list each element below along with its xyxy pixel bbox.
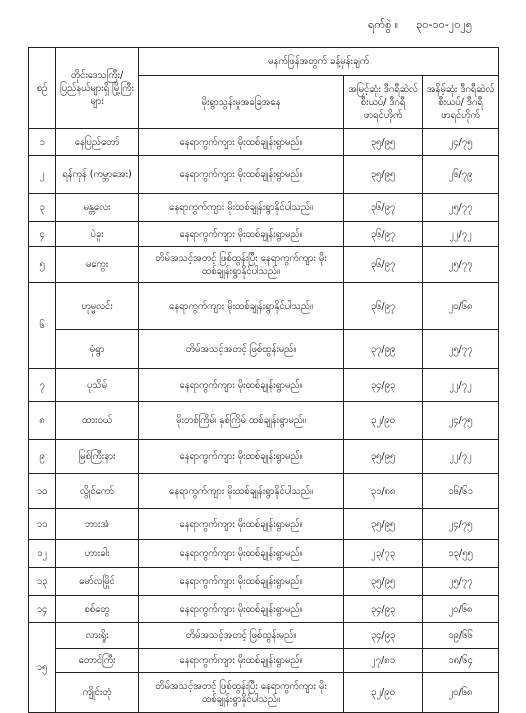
row-max-temp: ၃၂/၉၀ xyxy=(344,402,423,440)
row-city: စစ်တွေ xyxy=(56,596,139,623)
row-min-temp: ၂၆/၇၉ xyxy=(423,156,499,194)
table-row xyxy=(29,596,499,623)
row-max-temp: ၃၅/၉၅ xyxy=(344,156,423,194)
row-weather: နေရာကွက်ကျား မိုးထစ်ချုန်းရွာမည်။ xyxy=(139,509,344,540)
table-row xyxy=(29,649,499,673)
row-min-temp: ၂၄/၇၅ xyxy=(423,129,499,156)
header-weather: မိုးရွာသွန်းမှုအခြေအနေ xyxy=(139,76,344,129)
row-weather: တိမ်အသင့်အတင့် ဖြစ်ထွန်းမည်။ xyxy=(139,330,344,369)
row-city: မုံရွာ xyxy=(56,330,139,369)
row-city: မကွေး xyxy=(56,247,139,283)
row-city: မော်လမြိုင် xyxy=(56,568,139,596)
date-value: ၃၀-၁၀-၂၀၂၅ xyxy=(416,18,472,31)
row-min-temp: ၂၀/၆၈ xyxy=(423,596,499,623)
row-max-temp: ၃၆/၉၇ xyxy=(344,194,423,222)
header-max-temp: အမြင့်ဆုံး ဒီဂရီဆဲလ်စီးယပ်/ ဒီဂရီဖာရင်ဟိုက် xyxy=(344,76,423,129)
row-city: တောင်ကြီး xyxy=(56,649,139,673)
row-weather: နေရာကွက်ကျား မိုးထစ်ချုန်းရွာနိုင်ပါသည်။ xyxy=(139,474,344,509)
row-weather: တိမ်အသင့်အတင့် ဖြစ်ထွန်းမည်။ xyxy=(139,623,344,649)
table-row xyxy=(29,673,499,713)
table-row xyxy=(29,247,499,283)
row-max-temp: ၃၆/၉၇ xyxy=(344,222,423,247)
row-weather: နေရာကွက်ကျား မိုးထစ်ချုန်းရွာမည်။ xyxy=(139,568,344,596)
row-city: လားရှိုး xyxy=(56,623,139,649)
row-min-temp: ၂၅/၇၇ xyxy=(423,568,499,596)
row-no: ၁၃ xyxy=(29,568,56,596)
row-min-temp: ၂၄/၇၅ xyxy=(423,509,499,540)
table-row xyxy=(29,156,499,194)
row-max-temp: ၂၃/၇၃ xyxy=(344,540,423,568)
row-no: ၃ xyxy=(29,194,56,222)
row-no: ၁ xyxy=(29,129,56,156)
row-city: ဟုမ္မလင်း xyxy=(56,283,139,330)
row-weather: နေရာကွက်ကျား မိုးထစ်ချုန်းရွာမည်။ xyxy=(139,369,344,402)
row-max-temp: ၃၅/၉၅ xyxy=(344,509,423,540)
row-min-temp: ၁၉/၆၆ xyxy=(423,623,499,649)
row-weather: နေရာကွက်ကျား မိုးထစ်ချုန်းရွာမည်။ xyxy=(139,222,344,247)
row-weather: နေရာကွက်ကျား မိုးထစ်ချုန်းရွာမည်။ xyxy=(139,156,344,194)
row-max-temp: ၃၅/၉၅ xyxy=(344,440,423,474)
row-max-temp: ၂၇/၈၁ xyxy=(344,649,423,673)
row-min-temp: ၂၅/၇၇ xyxy=(423,194,499,222)
table-row xyxy=(29,283,499,330)
row-min-temp: ၂၅/၇၇ xyxy=(423,330,499,369)
table-row xyxy=(29,402,499,440)
row-max-temp: ၃၅/၉၅ xyxy=(344,568,423,596)
row-max-temp: ၃၄/၉၃ xyxy=(344,369,423,402)
row-no: ၆ xyxy=(29,283,56,369)
row-no: ၅ xyxy=(29,247,56,283)
row-weather: တိမ်အသင့်အတင့် ဖြစ်ထွန်းပြီး နေရာကွက်ကျား မိုးထစ်ချုန်းရွာနိုင်ပါသည်။ xyxy=(139,673,344,713)
row-min-temp: ၂၂/၇၂ xyxy=(423,440,499,474)
row-weather: နေရာကွက်ကျား မိုးထစ်ချုန်းရွာမည်။ xyxy=(139,649,344,673)
row-no: ၉ xyxy=(29,440,56,474)
row-max-temp: ၃၁/၈၈ xyxy=(344,474,423,509)
row-weather: နေရာကွက်ကျား မိုးထစ်ချုန်းရွာမည်။ xyxy=(139,596,344,623)
row-no: ၇ xyxy=(29,369,56,402)
row-city: ဘားအံ xyxy=(56,509,139,540)
row-no: ၈ xyxy=(29,402,56,440)
row-min-temp: ၁၃/၅၅ xyxy=(423,540,499,568)
header-region: တိုင်းဒေသကြီး/ ပြည်နယ်များရှိ မြို့ကြီးများ xyxy=(56,48,139,129)
row-min-temp: ၂၀/၆၈ xyxy=(423,283,499,330)
row-city: နေပြည်တော် xyxy=(56,129,139,156)
table-row xyxy=(29,330,499,369)
row-min-temp: ၂၂/၇၂ xyxy=(423,222,499,247)
row-city: ပုသိမ် xyxy=(56,369,139,402)
row-city: မြစ်ကြီးနား xyxy=(56,440,139,474)
row-max-temp: ၃၆/၉၇ xyxy=(344,283,423,330)
row-min-temp: ၂၀/၆၈ xyxy=(423,673,499,713)
row-max-temp: ၃၅/၉၅ xyxy=(344,129,423,156)
row-max-temp: ၃၄/၉၃ xyxy=(344,596,423,623)
row-weather: နေရာကွက်ကျား မိုးထစ်ချုန်းရွာမည်။ xyxy=(139,440,344,474)
date-label: ရက်စွဲ ။ xyxy=(368,18,399,31)
row-max-temp: ၃၆/၉၇ xyxy=(344,247,423,283)
table-row xyxy=(29,369,499,402)
table-row xyxy=(29,540,499,568)
row-weather: နေရာကွက်ကျား မိုးထစ်ချုန်းရွာမည်။ xyxy=(139,540,344,568)
row-city: ပဲခူး xyxy=(56,222,139,247)
row-weather: မိုးတစ်ကြိမ်၊ နှစ်ကြိမ် ထစ်ချုန်းရွာမည်။ xyxy=(139,402,344,440)
row-city: ရန်ကုန် (ကမ္ဘာအေး) xyxy=(56,156,139,194)
row-weather: နေရာကွက်ကျား မိုးထစ်ချုန်းရွာမည်။ xyxy=(139,129,344,156)
row-no: ၁၅ xyxy=(29,623,56,713)
row-no: ၁၂ xyxy=(29,540,56,568)
row-min-temp: ၁၆/၆၁ xyxy=(423,474,499,509)
row-no: ၁၄ xyxy=(29,596,56,623)
row-city: မန္တလေး xyxy=(56,194,139,222)
row-weather: တိမ်အသင့်အတင့် ဖြစ်ထွန်းပြီး နေရာကွက်ကျား မိုးထစ်ချုန်းရွာနိုင်ပါသည်။ xyxy=(139,247,344,283)
row-min-temp: ၂၂/၇၂ xyxy=(423,369,499,402)
table-row xyxy=(29,440,499,474)
row-min-temp: ၂၅/၇၇ xyxy=(423,247,499,283)
row-weather: နေရာကွက်ကျား မိုးထစ်ချုန်းရွာနိုင်ပါသည်။ xyxy=(139,283,344,330)
row-min-temp: ၁၈/၆၄ xyxy=(423,649,499,673)
header-min-temp: အနိမ့်ဆုံး ဒီဂရီဆဲလ်စီးယပ်/ ဒီဂရီဖာရင်ဟိုက် xyxy=(423,76,499,129)
row-city: ကျိုင်းတုံ xyxy=(56,673,139,713)
row-city: ဟားခါး xyxy=(56,540,139,568)
row-no: ၁၀ xyxy=(29,474,56,509)
row-no: ၄ xyxy=(29,222,56,247)
table-row xyxy=(29,474,499,509)
row-weather: နေရာကွက်ကျား မိုးထစ်ချုန်းရွာနိုင်ပါသည်။ xyxy=(139,194,344,222)
row-city: ထားဝယ် xyxy=(56,402,139,440)
row-no: ၂ xyxy=(29,156,56,194)
table-row xyxy=(29,194,499,222)
row-max-temp: ၃၇/၉၉ xyxy=(344,330,423,369)
weather-forecast-table xyxy=(28,47,499,713)
row-min-temp: ၂၄/၇၅ xyxy=(423,402,499,440)
row-max-temp: ၃၂/၉၀ xyxy=(344,673,423,713)
row-max-temp: ၃၄/၉၃ xyxy=(344,623,423,649)
header-forecast-group: မနက်ဖြန်အတွက် ခန့်မှန်းချက် xyxy=(139,48,499,76)
table-row xyxy=(29,129,499,156)
table-row xyxy=(29,623,499,649)
table-row xyxy=(29,568,499,596)
document-date xyxy=(368,18,490,34)
table-row xyxy=(29,222,499,247)
row-no: ၁၁ xyxy=(29,509,56,540)
row-city: လွိုင်ကော် xyxy=(56,474,139,509)
header-no: စဉ် xyxy=(29,48,56,129)
table-row xyxy=(29,509,499,540)
